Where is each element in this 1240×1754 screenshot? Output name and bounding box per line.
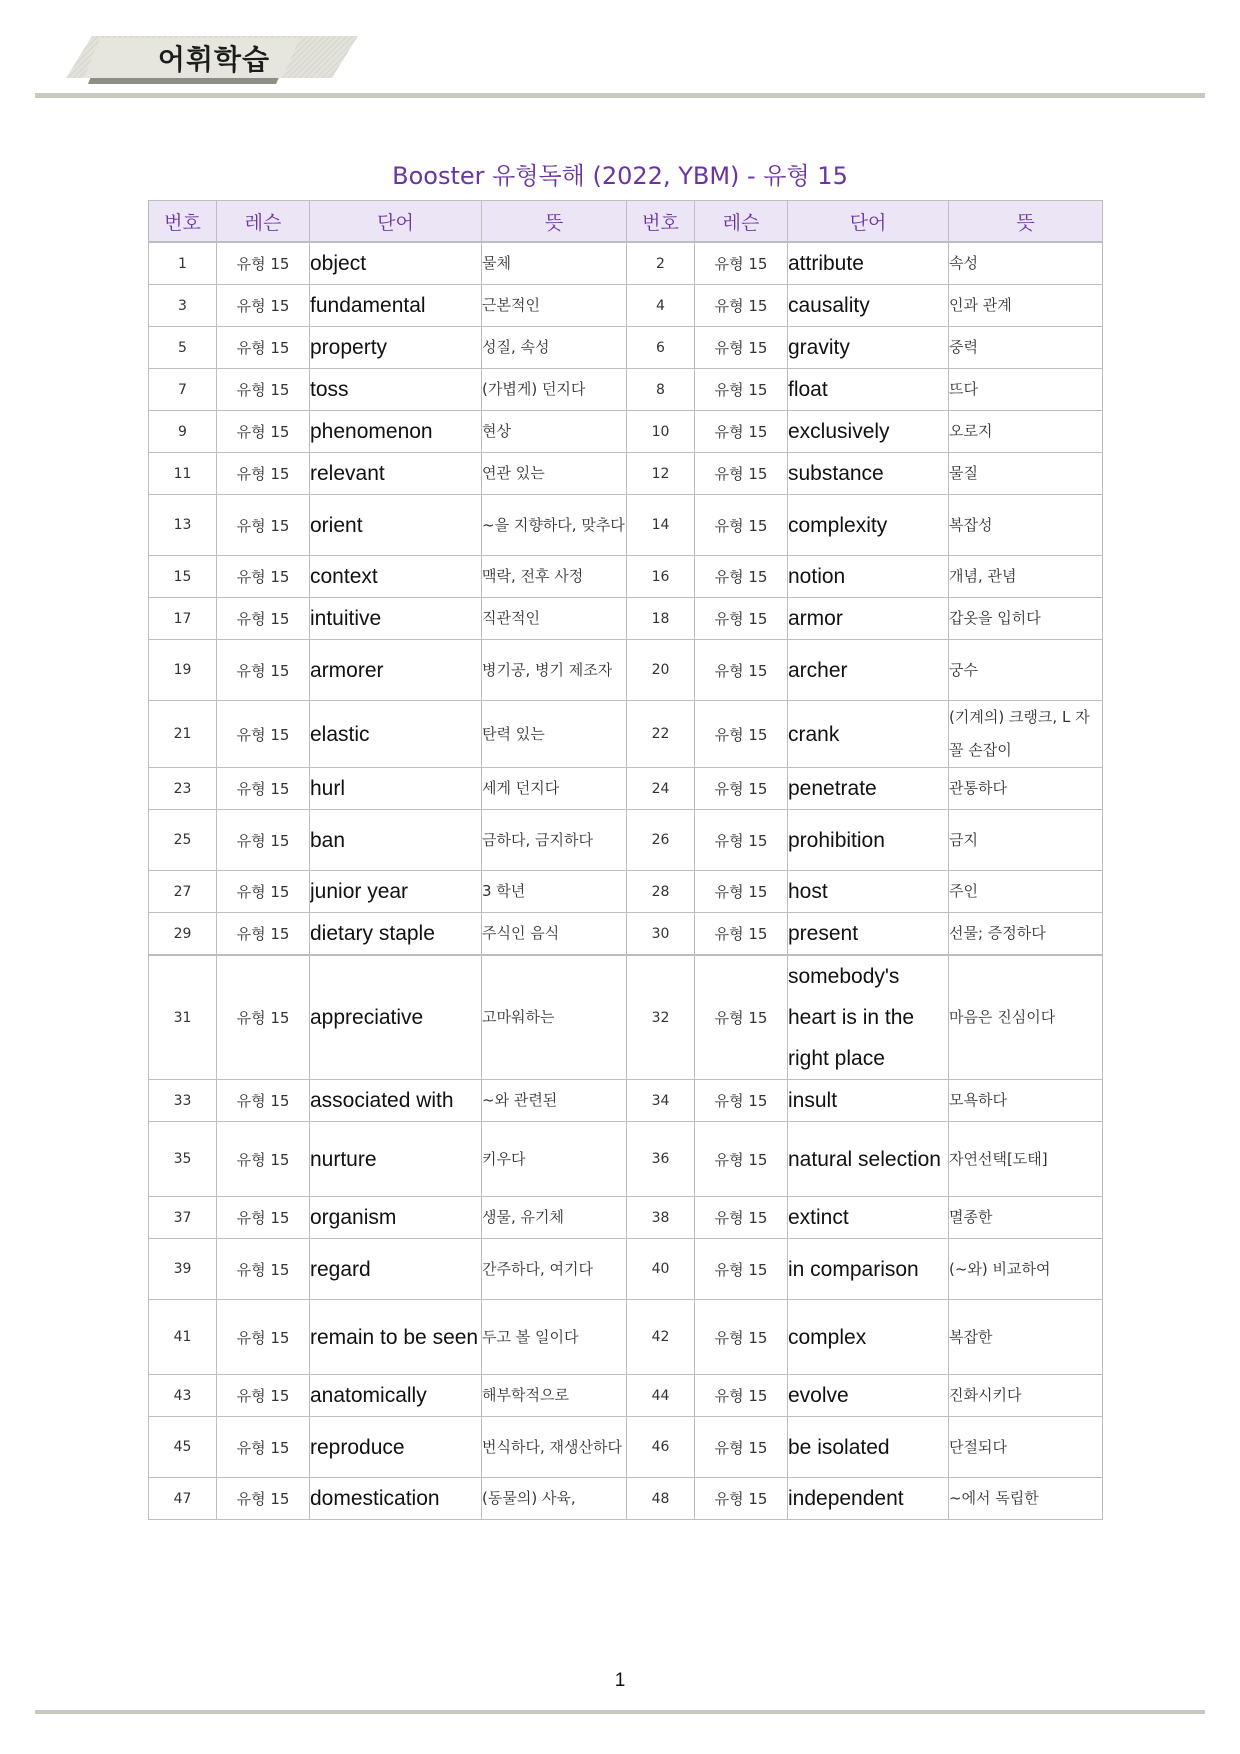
entry-word: toss [310, 369, 482, 411]
entry-meaning: 고마워하는 [482, 955, 627, 1080]
entry-meaning: 멸종한 [949, 1197, 1103, 1239]
entry-word: natural selection [788, 1122, 949, 1197]
table-header-row [149, 201, 1103, 243]
entry-word: remain to be seen [310, 1300, 482, 1375]
entry-number: 22 [627, 701, 695, 768]
entry-lesson: 유형 15 [217, 1375, 310, 1417]
entry-number: 18 [627, 598, 695, 640]
header-number: 번호 [627, 201, 695, 243]
entry-lesson: 유형 15 [217, 1122, 310, 1197]
entry-lesson: 유형 15 [217, 242, 310, 285]
entry-word: crank [788, 701, 949, 768]
entry-lesson: 유형 15 [695, 495, 788, 556]
entry-lesson: 유형 15 [695, 242, 788, 285]
entry-lesson: 유형 15 [695, 327, 788, 369]
entry-number: 42 [627, 1300, 695, 1375]
header-badge [64, 30, 358, 84]
entry-number: 30 [627, 913, 695, 956]
entry-number: 8 [627, 369, 695, 411]
entry-word: dietary staple [310, 913, 482, 956]
entry-meaning: 자연선택[도태] [949, 1122, 1103, 1197]
entry-number: 10 [627, 411, 695, 453]
table-row [149, 285, 1103, 327]
entry-meaning: 개념, 관념 [949, 556, 1103, 598]
entry-meaning: 궁수 [949, 640, 1103, 701]
table-row [149, 1239, 1103, 1300]
entry-lesson: 유형 15 [217, 1300, 310, 1375]
entry-meaning: 물체 [482, 242, 627, 285]
entry-lesson: 유형 15 [217, 1197, 310, 1239]
entry-word: context [310, 556, 482, 598]
entry-meaning: 물질 [949, 453, 1103, 495]
entry-lesson: 유형 15 [217, 1478, 310, 1520]
entry-word: anatomically [310, 1375, 482, 1417]
entry-word: independent [788, 1478, 949, 1520]
table-row [149, 913, 1103, 956]
entry-number: 11 [149, 453, 217, 495]
entry-number: 14 [627, 495, 695, 556]
entry-lesson: 유형 15 [217, 495, 310, 556]
entry-word: orient [310, 495, 482, 556]
entry-lesson: 유형 15 [695, 955, 788, 1080]
entry-meaning: 탄력 있는 [482, 701, 627, 768]
header-number: 번호 [149, 201, 217, 243]
entry-number: 21 [149, 701, 217, 768]
entry-meaning: 금지 [949, 810, 1103, 871]
entry-word: attribute [788, 242, 949, 285]
header-word: 단어 [310, 201, 482, 243]
entry-word: domestication [310, 1478, 482, 1520]
entry-meaning: 3 학년 [482, 871, 627, 913]
entry-word: junior year [310, 871, 482, 913]
entry-word: gravity [788, 327, 949, 369]
header-lesson: 레슨 [695, 201, 788, 243]
table-row [149, 327, 1103, 369]
entry-number: 13 [149, 495, 217, 556]
entry-meaning: 직관적인 [482, 598, 627, 640]
entry-number: 20 [627, 640, 695, 701]
entry-meaning: 두고 볼 일이다 [482, 1300, 627, 1375]
entry-meaning: 갑옷을 입히다 [949, 598, 1103, 640]
entry-meaning: 해부학적으로 [482, 1375, 627, 1417]
table-row [149, 242, 1103, 285]
entry-lesson: 유형 15 [695, 1417, 788, 1478]
entry-word: fundamental [310, 285, 482, 327]
table-row [149, 1478, 1103, 1520]
entry-word: extinct [788, 1197, 949, 1239]
entry-number: 4 [627, 285, 695, 327]
entry-word: float [788, 369, 949, 411]
entry-number: 6 [627, 327, 695, 369]
entry-meaning: (~와) 비교하여 [949, 1239, 1103, 1300]
entry-number: 26 [627, 810, 695, 871]
entry-meaning: 키우다 [482, 1122, 627, 1197]
header-word: 단어 [788, 201, 949, 243]
page-number: 1 [614, 1670, 626, 1691]
entry-lesson: 유형 15 [217, 453, 310, 495]
entry-meaning: 간주하다, 여기다 [482, 1239, 627, 1300]
entry-lesson: 유형 15 [695, 1197, 788, 1239]
entry-number: 28 [627, 871, 695, 913]
entry-meaning: 속성 [949, 242, 1103, 285]
entry-meaning: 진화시키다 [949, 1375, 1103, 1417]
entry-lesson: 유형 15 [695, 556, 788, 598]
entry-number: 37 [149, 1197, 217, 1239]
entry-lesson: 유형 15 [695, 768, 788, 810]
footer-rule [35, 1710, 1205, 1714]
entry-number: 7 [149, 369, 217, 411]
entry-word: complexity [788, 495, 949, 556]
entry-lesson: 유형 15 [695, 1300, 788, 1375]
document-title: Booster 유형독해 (2022, YBM) - 유형 15 [392, 162, 848, 190]
entry-meaning: 뜨다 [949, 369, 1103, 411]
table-row [149, 411, 1103, 453]
entry-word: complex [788, 1300, 949, 1375]
entry-number: 34 [627, 1080, 695, 1122]
entry-lesson: 유형 15 [217, 556, 310, 598]
entry-meaning: 맥락, 전후 사정 [482, 556, 627, 598]
entry-meaning: 금하다, 금지하다 [482, 810, 627, 871]
entry-meaning: 현상 [482, 411, 627, 453]
entry-meaning: 근본적인 [482, 285, 627, 327]
entry-lesson: 유형 15 [217, 871, 310, 913]
entry-lesson: 유형 15 [217, 768, 310, 810]
entry-meaning: 마음은 진심이다 [949, 955, 1103, 1080]
entry-word: appreciative [310, 955, 482, 1080]
entry-lesson: 유형 15 [217, 1417, 310, 1478]
entry-lesson: 유형 15 [695, 598, 788, 640]
entry-meaning: 번식하다, 재생산하다 [482, 1417, 627, 1478]
entry-meaning: ~을 지향하다, 맞추다 [482, 495, 627, 556]
entry-meaning: 관통하다 [949, 768, 1103, 810]
entry-word: host [788, 871, 949, 913]
entry-word: elastic [310, 701, 482, 768]
entry-lesson: 유형 15 [695, 1080, 788, 1122]
entry-word: phenomenon [310, 411, 482, 453]
header-badge-title: 어휘학습 [157, 43, 271, 76]
entry-word: causality [788, 285, 949, 327]
entry-number: 27 [149, 871, 217, 913]
header-meaning: 뜻 [949, 201, 1103, 243]
entry-meaning: 생물, 유기체 [482, 1197, 627, 1239]
entry-meaning: ~와 관련된 [482, 1080, 627, 1122]
entry-number: 24 [627, 768, 695, 810]
entry-meaning: 성질, 속성 [482, 327, 627, 369]
entry-word: reproduce [310, 1417, 482, 1478]
table-body [149, 242, 1103, 1520]
entry-word: armorer [310, 640, 482, 701]
entry-lesson: 유형 15 [217, 327, 310, 369]
entry-meaning: 오로지 [949, 411, 1103, 453]
entry-number: 43 [149, 1375, 217, 1417]
entry-number: 35 [149, 1122, 217, 1197]
entry-lesson: 유형 15 [695, 871, 788, 913]
entry-meaning: 세게 던지다 [482, 768, 627, 810]
entry-meaning: 복잡한 [949, 1300, 1103, 1375]
entry-word: hurl [310, 768, 482, 810]
table-row [149, 453, 1103, 495]
entry-lesson: 유형 15 [217, 701, 310, 768]
entry-word: archer [788, 640, 949, 701]
entry-word: somebody's heart is in the right place [788, 955, 949, 1080]
entry-word: be isolated [788, 1417, 949, 1478]
table-row [149, 768, 1103, 810]
entry-number: 25 [149, 810, 217, 871]
entry-number: 41 [149, 1300, 217, 1375]
table-row [149, 1375, 1103, 1417]
entry-lesson: 유형 15 [217, 285, 310, 327]
entry-lesson: 유형 15 [217, 1080, 310, 1122]
table-row [149, 495, 1103, 556]
entry-lesson: 유형 15 [695, 640, 788, 701]
entry-word: prohibition [788, 810, 949, 871]
entry-word: notion [788, 556, 949, 598]
table-row [149, 1417, 1103, 1478]
entry-meaning: 단절되다 [949, 1417, 1103, 1478]
entry-word: intuitive [310, 598, 482, 640]
entry-meaning: (기계의) 크랭크, L 자 꼴 손잡이 [949, 701, 1103, 768]
entry-lesson: 유형 15 [217, 598, 310, 640]
entry-number: 44 [627, 1375, 695, 1417]
entry-word: relevant [310, 453, 482, 495]
entry-number: 36 [627, 1122, 695, 1197]
entry-word: nurture [310, 1122, 482, 1197]
entry-meaning: 중력 [949, 327, 1103, 369]
entry-lesson: 유형 15 [217, 1239, 310, 1300]
entry-number: 9 [149, 411, 217, 453]
entry-word: substance [788, 453, 949, 495]
entry-meaning: 주인 [949, 871, 1103, 913]
entry-number: 47 [149, 1478, 217, 1520]
entry-word: armor [788, 598, 949, 640]
entry-lesson: 유형 15 [217, 640, 310, 701]
table-row [149, 598, 1103, 640]
entry-word: object [310, 242, 482, 285]
table-row [149, 871, 1103, 913]
entry-number: 48 [627, 1478, 695, 1520]
entry-meaning: (가볍게) 던지다 [482, 369, 627, 411]
table-row [149, 1122, 1103, 1197]
entry-number: 31 [149, 955, 217, 1080]
entry-word: regard [310, 1239, 482, 1300]
entry-lesson: 유형 15 [217, 411, 310, 453]
entry-number: 45 [149, 1417, 217, 1478]
entry-number: 16 [627, 556, 695, 598]
entry-meaning: (동물의) 사육, [482, 1478, 627, 1520]
entry-lesson: 유형 15 [695, 810, 788, 871]
table-row [149, 810, 1103, 871]
entry-number: 12 [627, 453, 695, 495]
entry-number: 2 [627, 242, 695, 285]
entry-lesson: 유형 15 [695, 701, 788, 768]
table-row [149, 369, 1103, 411]
entry-number: 23 [149, 768, 217, 810]
entry-meaning: ~에서 독립한 [949, 1478, 1103, 1520]
entry-word: exclusively [788, 411, 949, 453]
entry-word: property [310, 327, 482, 369]
entry-word: in comparison [788, 1239, 949, 1300]
entry-word: insult [788, 1080, 949, 1122]
entry-number: 3 [149, 285, 217, 327]
vocabulary-table [148, 200, 1103, 1520]
entry-lesson: 유형 15 [217, 810, 310, 871]
entry-lesson: 유형 15 [217, 913, 310, 956]
entry-word: present [788, 913, 949, 956]
entry-number: 5 [149, 327, 217, 369]
table-row [149, 1080, 1103, 1122]
entry-word: associated with [310, 1080, 482, 1122]
entry-lesson: 유형 15 [695, 285, 788, 327]
entry-lesson: 유형 15 [695, 411, 788, 453]
entry-lesson: 유형 15 [695, 913, 788, 956]
table-row [149, 1197, 1103, 1239]
entry-word: penetrate [788, 768, 949, 810]
entry-lesson: 유형 15 [695, 453, 788, 495]
entry-word: ban [310, 810, 482, 871]
entry-number: 29 [149, 913, 217, 956]
entry-number: 17 [149, 598, 217, 640]
entry-meaning: 병기공, 병기 제조자 [482, 640, 627, 701]
entry-number: 15 [149, 556, 217, 598]
header-meaning: 뜻 [482, 201, 627, 243]
entry-word: evolve [788, 1375, 949, 1417]
entry-meaning: 선물; 증정하다 [949, 913, 1103, 956]
entry-meaning: 인과 관계 [949, 285, 1103, 327]
table-row [149, 640, 1103, 701]
table-row [149, 556, 1103, 598]
table-row [149, 701, 1103, 768]
entry-number: 40 [627, 1239, 695, 1300]
entry-word: organism [310, 1197, 482, 1239]
entry-meaning: 복잡성 [949, 495, 1103, 556]
entry-lesson: 유형 15 [695, 369, 788, 411]
entry-lesson: 유형 15 [695, 1375, 788, 1417]
header-rule [35, 93, 1205, 98]
header-lesson: 레슨 [217, 201, 310, 243]
entry-number: 46 [627, 1417, 695, 1478]
entry-lesson: 유형 15 [695, 1239, 788, 1300]
entry-lesson: 유형 15 [695, 1478, 788, 1520]
entry-lesson: 유형 15 [217, 955, 310, 1080]
entry-meaning: 모욕하다 [949, 1080, 1103, 1122]
entry-number: 38 [627, 1197, 695, 1239]
entry-meaning: 주식인 음식 [482, 913, 627, 956]
entry-number: 19 [149, 640, 217, 701]
entry-meaning: 연관 있는 [482, 453, 627, 495]
entry-number: 32 [627, 955, 695, 1080]
entry-lesson: 유형 15 [217, 369, 310, 411]
table-row [149, 955, 1103, 1080]
entry-number: 39 [149, 1239, 217, 1300]
entry-lesson: 유형 15 [695, 1122, 788, 1197]
entry-number: 1 [149, 242, 217, 285]
table-row [149, 1300, 1103, 1375]
entry-number: 33 [149, 1080, 217, 1122]
